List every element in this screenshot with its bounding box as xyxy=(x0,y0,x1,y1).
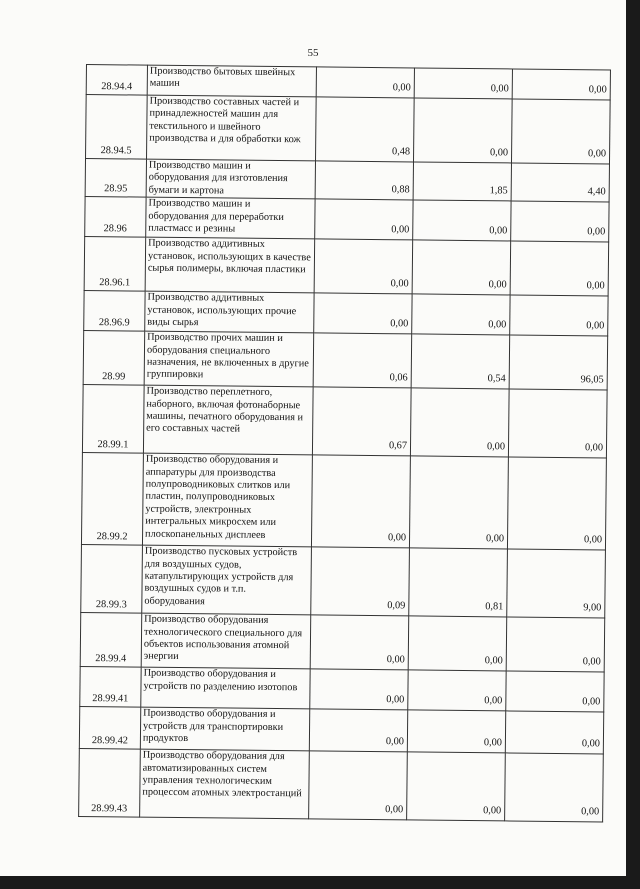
row-code: 28.99.41 xyxy=(80,667,141,708)
value-text: 0,48 xyxy=(392,145,411,157)
row-name: Производство пусковых устройств для воздушных судов, катапультирующих устройств для воздушных судов и т.п. оборудования xyxy=(142,545,312,615)
value-text: 1,85 xyxy=(489,185,508,197)
row-code: 28.96.9 xyxy=(84,291,145,332)
row-code: 28.99.1 xyxy=(82,385,144,454)
value-text: 0,00 xyxy=(587,226,606,238)
row-value-1 xyxy=(315,161,413,200)
value-text: 0,00 xyxy=(588,147,607,160)
row-name: Производство машин и оборудования для изготовления бумаги и картона xyxy=(146,159,315,199)
row-name: Производство составных частей и принадлежностей машин для текстильного и швейного производства и для обработки кож xyxy=(147,95,317,161)
value-text: 0,00 xyxy=(490,82,509,95)
row-value-1 xyxy=(315,199,413,240)
row-code: 28.95 xyxy=(85,159,146,198)
row-value-3 xyxy=(511,163,609,202)
value-text: 0,00 xyxy=(586,320,605,332)
table-row xyxy=(84,291,608,336)
row-value-2 xyxy=(407,752,506,821)
table-row xyxy=(86,95,611,164)
row-value-2 xyxy=(409,548,508,617)
row-value-2 xyxy=(408,670,506,711)
row-value-1 xyxy=(311,547,410,616)
value-text: 0,00 xyxy=(582,696,601,708)
row-value-2 xyxy=(412,240,511,295)
row-value-3 xyxy=(511,201,609,242)
row-value-1 xyxy=(316,67,414,98)
value-text: 0,88 xyxy=(391,184,410,196)
row-value-3 xyxy=(506,617,605,672)
table-row xyxy=(79,749,604,822)
row-value-2 xyxy=(409,456,508,549)
value-text: 0,00 xyxy=(391,224,410,236)
value-text: 0,00 xyxy=(581,806,600,818)
value-text: 0,06 xyxy=(389,372,408,384)
row-code: 28.99.4 xyxy=(80,613,142,668)
row-value-1 xyxy=(310,669,408,710)
page-number: 55 xyxy=(307,47,319,59)
value-text: 0,00 xyxy=(483,737,502,749)
value-text: 0,00 xyxy=(483,805,502,817)
row-code: 28.99.42 xyxy=(79,707,140,750)
value-text: 0,54 xyxy=(487,373,506,385)
value-text: 0,09 xyxy=(387,599,406,612)
row-name: Производство аддитивных установок, использующих в качестве сырья полимеры, включая пластики xyxy=(145,237,315,293)
row-value-3 xyxy=(507,549,606,618)
row-code: 28.99.2 xyxy=(81,453,143,546)
row-value-3 xyxy=(506,671,604,712)
value-text: 0,00 xyxy=(387,532,407,544)
value-text: 0,00 xyxy=(386,693,405,706)
row-value-3 xyxy=(511,99,610,164)
row-value-2 xyxy=(413,162,511,201)
row-name: Производство оборудования и аппаратуры для производства полупроводниковых слитков или пластин, полупроводниковых устройств, электронных интегральных микросхем или плоскопанельных дисплеев xyxy=(142,453,312,547)
value-text: 0,00 xyxy=(584,442,604,454)
value-text: 0,00 xyxy=(390,278,409,290)
row-value-3 xyxy=(509,335,608,390)
value-text: 0,00 xyxy=(583,534,603,546)
value-text: 0,00 xyxy=(484,695,503,707)
data-table xyxy=(78,64,611,823)
row-value-3 xyxy=(505,711,603,754)
row-code: 28.99.43 xyxy=(79,749,141,818)
row-value-3 xyxy=(508,389,607,458)
row-value-1 xyxy=(314,293,412,334)
value-text: 0,00 xyxy=(588,83,607,96)
row-code: 28.94.4 xyxy=(86,65,147,96)
value-text: 0,00 xyxy=(485,533,505,545)
value-text: 0,00 xyxy=(582,656,601,668)
table-body xyxy=(79,65,611,823)
row-value-3 xyxy=(512,69,610,100)
row-value-1 xyxy=(310,615,409,670)
value-text: 0,00 xyxy=(581,738,600,750)
value-text: 0,00 xyxy=(586,280,605,292)
row-name: Производство оборудования для автоматизированных систем управления технологическим процессом атомных электростанций xyxy=(140,749,310,819)
row-value-1 xyxy=(313,333,412,388)
table-row xyxy=(82,385,607,458)
value-text: 0,00 xyxy=(385,735,404,748)
row-name: Производство бытовых швейных машин xyxy=(147,65,316,97)
table-row xyxy=(80,613,605,672)
table-container xyxy=(78,64,611,823)
value-text: 0,00 xyxy=(390,318,409,330)
row-value-2 xyxy=(413,200,511,241)
table-row xyxy=(81,545,606,618)
value-text: 0,00 xyxy=(489,225,508,237)
table-row xyxy=(80,667,604,712)
row-code: 28.94.5 xyxy=(86,95,148,160)
value-text: 0,00 xyxy=(488,279,507,291)
row-name: Производство оборудования и устройств для транспортировки продуктов xyxy=(140,707,309,751)
value-text: 9,00 xyxy=(583,602,602,614)
value-text: 4,40 xyxy=(587,186,606,198)
table-row xyxy=(83,331,608,390)
row-value-2 xyxy=(408,616,507,671)
row-name: Производство аддитивных установок, использующих прочие виды сырья xyxy=(145,291,314,333)
row-value-2 xyxy=(412,294,510,335)
value-text: 96,05 xyxy=(580,374,604,386)
row-value-2 xyxy=(407,710,505,753)
table-row xyxy=(79,707,603,754)
row-value-1 xyxy=(315,97,414,162)
row-name: Производство оборудования и устройств по разделению изотопов xyxy=(141,667,310,709)
value-text: 0,81 xyxy=(485,601,504,613)
row-name: Производство прочих машин и оборудования специального назначения, не включенных в другие группировки xyxy=(144,331,314,387)
value-text: 0,00 xyxy=(386,653,405,666)
value-text: 0,67 xyxy=(388,440,408,452)
value-text: 0,00 xyxy=(488,319,507,331)
table-row xyxy=(85,159,609,203)
row-value-3 xyxy=(510,241,609,296)
row-value-1 xyxy=(312,387,411,456)
table-row xyxy=(85,197,609,242)
row-name: Производство машин и оборудования для переработки пластмасс и резины xyxy=(146,197,315,239)
row-code: 28.99.3 xyxy=(81,545,143,614)
row-code: 28.99 xyxy=(83,331,145,386)
row-value-3 xyxy=(505,753,604,822)
value-text: 0,00 xyxy=(385,803,404,816)
row-value-3 xyxy=(510,295,608,336)
row-value-2 xyxy=(413,98,512,163)
value-text: 0,00 xyxy=(490,146,509,159)
value-text: 0,00 xyxy=(392,81,411,93)
table-row xyxy=(81,453,606,550)
value-text: 0,00 xyxy=(486,441,506,453)
row-code: 28.96.1 xyxy=(84,237,146,292)
row-code: 28.96 xyxy=(85,197,146,238)
row-value-3 xyxy=(507,457,606,550)
row-value-2 xyxy=(414,68,512,99)
row-value-1 xyxy=(309,751,408,820)
row-name: Производство оборудования технологического специального для объектов использования атомной энергии xyxy=(141,613,311,669)
row-value-2 xyxy=(411,334,510,389)
row-value-1 xyxy=(311,455,410,548)
row-value-2 xyxy=(410,388,509,457)
row-value-1 xyxy=(309,709,407,752)
row-name: Производство переплетного, наборного, включая фотонаборные машины, печатного оборудования и его составных частей xyxy=(143,385,313,455)
value-text: 0,00 xyxy=(484,655,503,667)
row-value-1 xyxy=(314,239,413,294)
table-row xyxy=(84,237,609,296)
